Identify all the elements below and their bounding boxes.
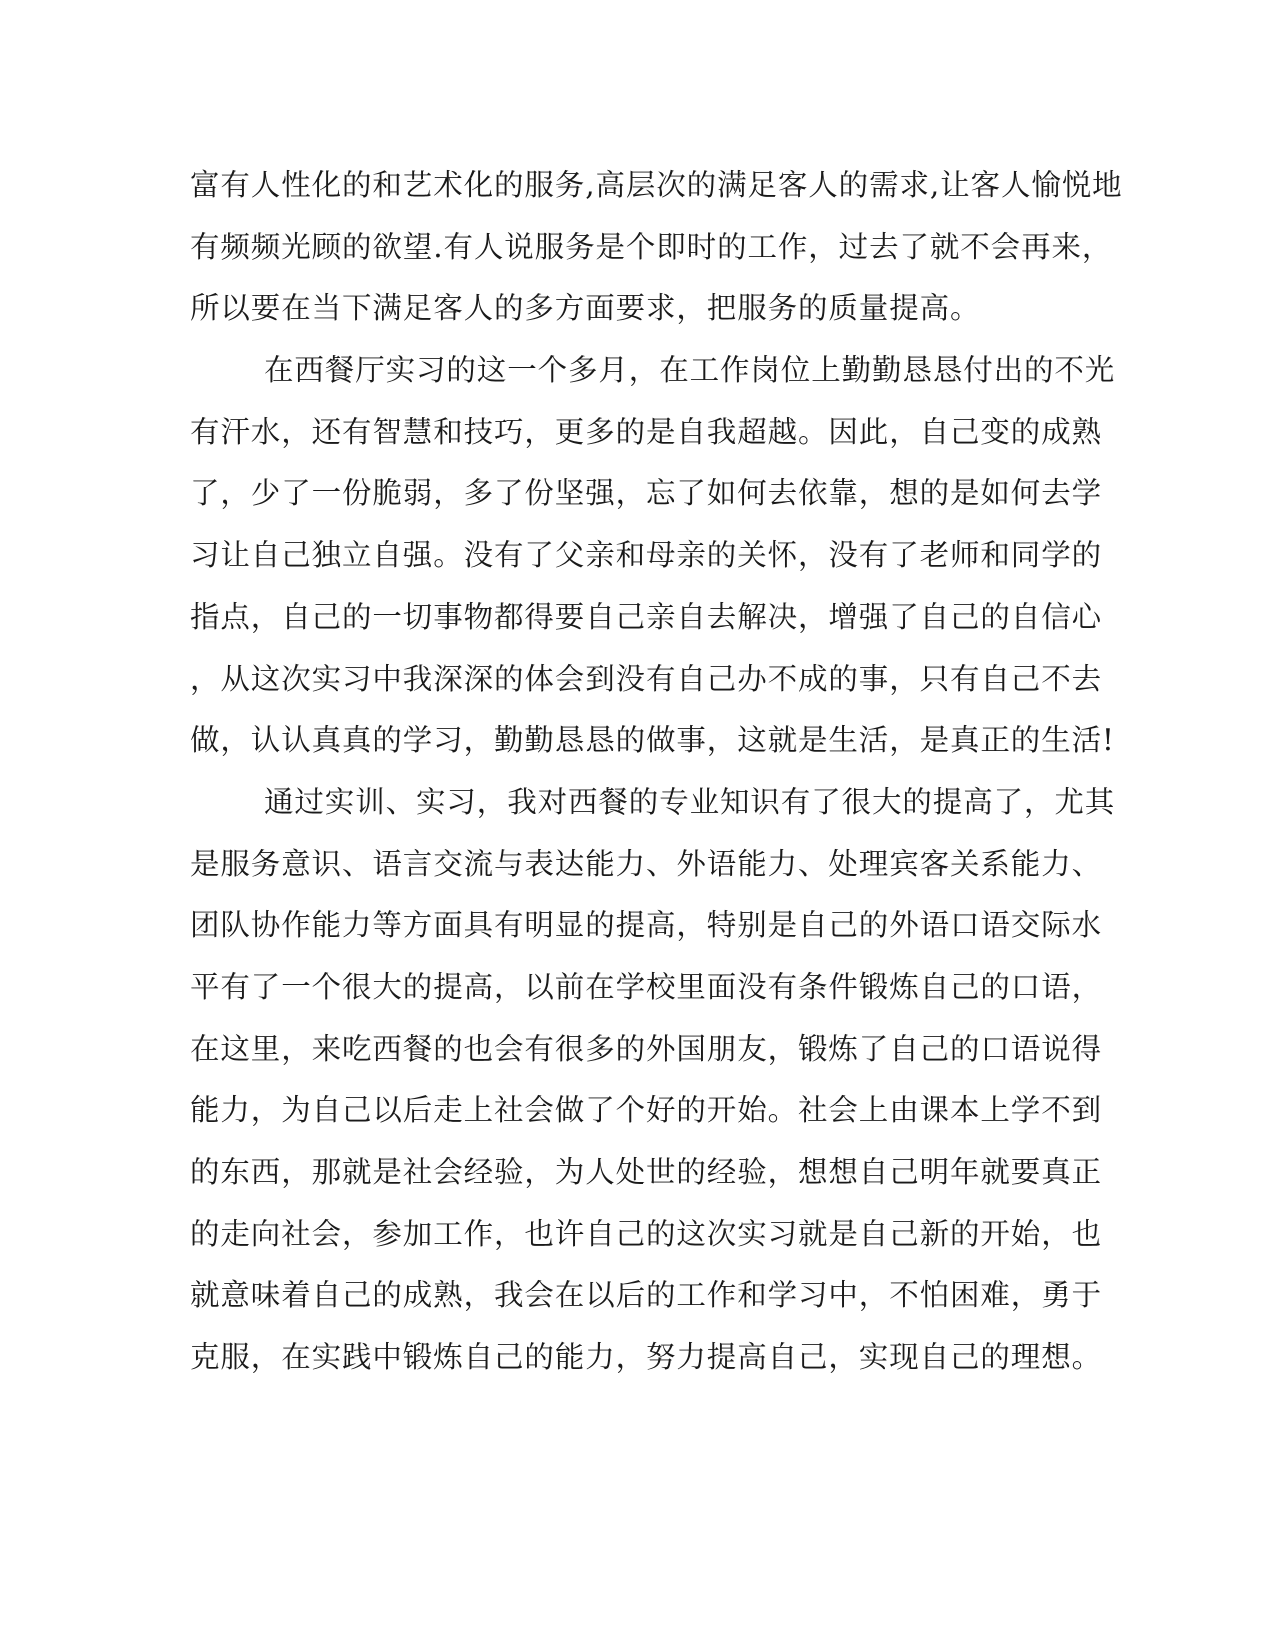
text-line: 团队协作能力等方面具有明显的提高，特别是自己的外语口语交际水: [190, 908, 1103, 943]
text-line: 习让自己独立自强。没有了父亲和母亲的关怀，没有了老师和同学的: [190, 538, 1103, 573]
text-line: 平有了一个很大的提高，以前在学校里面没有条件锻炼自己的口语，: [190, 969, 1103, 1004]
text-line: 的走向社会，参加工作，也许自己的这次实习就是自己新的开始，也: [190, 1216, 1103, 1251]
text-line: 是服务意识、语言交流与表达能力、外语能力、处理宾客关系能力、: [190, 846, 1103, 881]
paragraph-start-line: 在西餐厅实习的这一个多月，在工作岗位上勤勤恳恳付出的不光: [264, 353, 1116, 388]
body-text: [190, 163, 1123, 1397]
text-line: 指点，自己的一切事物都得要自己亲自去解决，增强了自己的自信心: [190, 599, 1103, 634]
text-line: 有频频光顾的欲望.有人说服务是个即时的工作，过去了就不会再来，: [190, 229, 1113, 264]
text-line: 了，少了一份脆弱，多了份坚强，忘了如何去依靠，想的是如何去学: [190, 476, 1103, 511]
text-line: 就意味着自己的成熟，我会在以后的工作和学习中，不怕困难，勇于: [190, 1278, 1103, 1313]
text-line: 能力，为自己以后走上社会做了个好的开始。社会上由课本上学不到: [190, 1093, 1103, 1128]
text-line: 富有人性化的和艺术化的服务,高层次的满足客人的需求,让客人愉悦地: [190, 168, 1123, 202]
text-line: 的东西，那就是社会经验，为人处世的经验，想想自己明年就要真正: [190, 1155, 1103, 1189]
text-line: 所以要在当下满足客人的多方面要求，把服务的质量提高。: [190, 291, 981, 326]
paragraph-start-line: 通过实训、实习，我对西餐的专业知识有了很大的提高了，尤其: [264, 784, 1116, 819]
text-line: 做，认认真真的学习，勤勤恳恳的做事，这就是生活，是真正的生活!: [190, 723, 1115, 758]
text-line: 克服，在实践中锻炼自己的能力，努力提高自己，实现自己的理想。: [190, 1340, 1103, 1375]
text-line: 在这里，来吃西餐的也会有很多的外国朋友，锻炼了自己的口语说得: [190, 1031, 1103, 1066]
text-line: ，从这次实习中我深深的体会到没有自己办不成的事，只有自己不去: [190, 661, 1103, 696]
text-line: 有汗水，还有智慧和技巧，更多的是自我超越。因此，自己变的成熟: [190, 414, 1103, 449]
